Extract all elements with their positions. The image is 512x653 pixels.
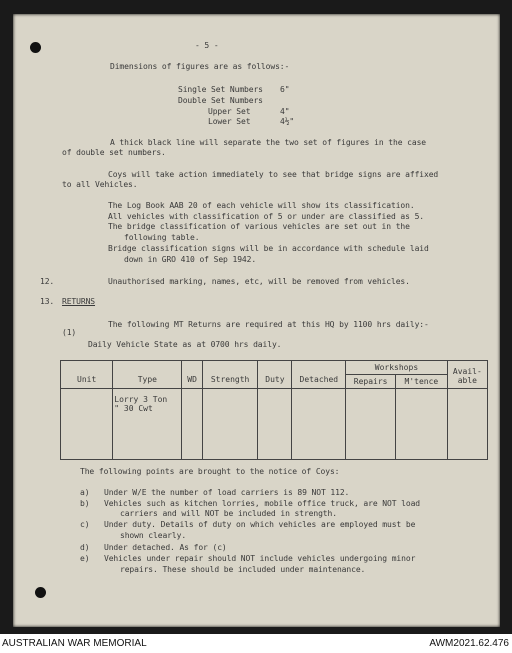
sub-item-text: Daily Vehicle State as at 0700 hrs daily. bbox=[88, 340, 282, 349]
table-cell bbox=[182, 389, 202, 460]
item-number: 12. bbox=[40, 277, 55, 286]
header-unit: Unit bbox=[61, 361, 113, 389]
table-cell bbox=[346, 389, 396, 460]
point-line: Vehicles such as kitchen lorries, mobile office truck, are NOT load bbox=[104, 499, 420, 508]
section-heading-returns: RETURNS bbox=[62, 297, 96, 306]
point-line: Vehicles under repair should NOT include vehicles undergoing minor bbox=[104, 554, 416, 563]
dim-value: 4" bbox=[280, 107, 290, 116]
dim-label: Lower Set bbox=[208, 117, 251, 126]
header-maintenance: M'tence bbox=[396, 375, 448, 389]
point-line: Under detached. As for (c) bbox=[104, 543, 227, 552]
point-letter: b) bbox=[80, 499, 90, 508]
dim-label: Single Set Numbers bbox=[178, 85, 263, 94]
paragraph-line: The bridge classification of various vehicles are set out in the bbox=[108, 222, 410, 231]
dimensions-heading: Dimensions of figures are as follows:- bbox=[110, 62, 290, 71]
header-strength: Strength bbox=[202, 361, 258, 389]
paragraph-line: A thick black line will separate the two set of figures in the case bbox=[110, 138, 426, 147]
footer-bar bbox=[0, 634, 512, 653]
table-cell bbox=[258, 389, 292, 460]
page-number: - 5 - bbox=[195, 41, 219, 50]
point-letter: a) bbox=[80, 488, 90, 497]
table-cell bbox=[396, 389, 448, 460]
dim-label: Upper Set bbox=[208, 107, 251, 116]
header-type: Type bbox=[113, 361, 182, 389]
point-line: Under duty. Details of duty on which vehicles are employed must be bbox=[104, 520, 416, 529]
point-line: shown clearly. bbox=[120, 531, 187, 540]
table-cell-type bbox=[113, 389, 182, 460]
point-letter: e) bbox=[80, 554, 90, 563]
header-repairs: Repairs bbox=[346, 375, 396, 389]
returns-intro: The following MT Returns are required at this HQ by 1100 hrs daily:- bbox=[108, 320, 429, 329]
header-workshops: Workshops bbox=[346, 361, 447, 375]
point-letter: d) bbox=[80, 543, 90, 552]
punch-hole bbox=[35, 587, 46, 598]
paragraph-line: The Log Book AAB 20 of each vehicle will show its classification. bbox=[108, 201, 415, 210]
table-cell bbox=[202, 389, 258, 460]
point-line: Under W/E the number of load carriers is 89 NOT 112. bbox=[104, 488, 350, 497]
item-number: 13. bbox=[40, 297, 55, 306]
point-line: carriers and will NOT be included in strength. bbox=[120, 509, 337, 518]
paragraph-line: All vehicles with classification of 5 or under are classified as 5. bbox=[108, 212, 424, 221]
type-row: Lorry 3 Ton bbox=[114, 395, 168, 404]
vehicle-state-table bbox=[60, 360, 488, 460]
table-cell bbox=[61, 389, 113, 460]
point-line: repairs. These should be included under maintenance. bbox=[120, 565, 366, 574]
paragraph-line: following table. bbox=[124, 233, 200, 242]
table-cell bbox=[292, 389, 346, 460]
point-letter: c) bbox=[80, 520, 90, 529]
header-available: Avail-able bbox=[447, 361, 487, 389]
footer-accession-number: AWM2021.62.476 bbox=[429, 638, 509, 649]
dim-value: 6" bbox=[280, 85, 290, 94]
header-wd: WD bbox=[182, 361, 202, 389]
punch-hole bbox=[30, 42, 41, 53]
sub-item-number: (1) bbox=[62, 328, 77, 337]
dim-value: 4½" bbox=[280, 117, 295, 126]
paragraph-line: Coys will take action immediately to see that bridge signs are affixed bbox=[108, 170, 439, 179]
dim-label: Double Set Numbers bbox=[178, 96, 263, 105]
paragraph-line: of double set numbers. bbox=[62, 148, 166, 157]
type-row: " 30 Cwt bbox=[114, 404, 153, 413]
footer-institution: AUSTRALIAN WAR MEMORIAL bbox=[2, 638, 147, 649]
table-cell bbox=[447, 389, 487, 460]
paragraph-line: Bridge classification signs will be in accordance with schedule laid bbox=[108, 244, 429, 253]
points-intro: The following points are brought to the notice of Coys: bbox=[80, 467, 340, 476]
header-duty: Duty bbox=[258, 361, 292, 389]
paragraph-line: down in GRO 410 of Sep 1942. bbox=[124, 255, 257, 264]
header-detached: Detached bbox=[292, 361, 346, 389]
item-text: Unauthorised marking, names, etc, will be removed from vehicles. bbox=[108, 277, 410, 286]
paragraph-line: to all Vehicles. bbox=[62, 180, 138, 189]
